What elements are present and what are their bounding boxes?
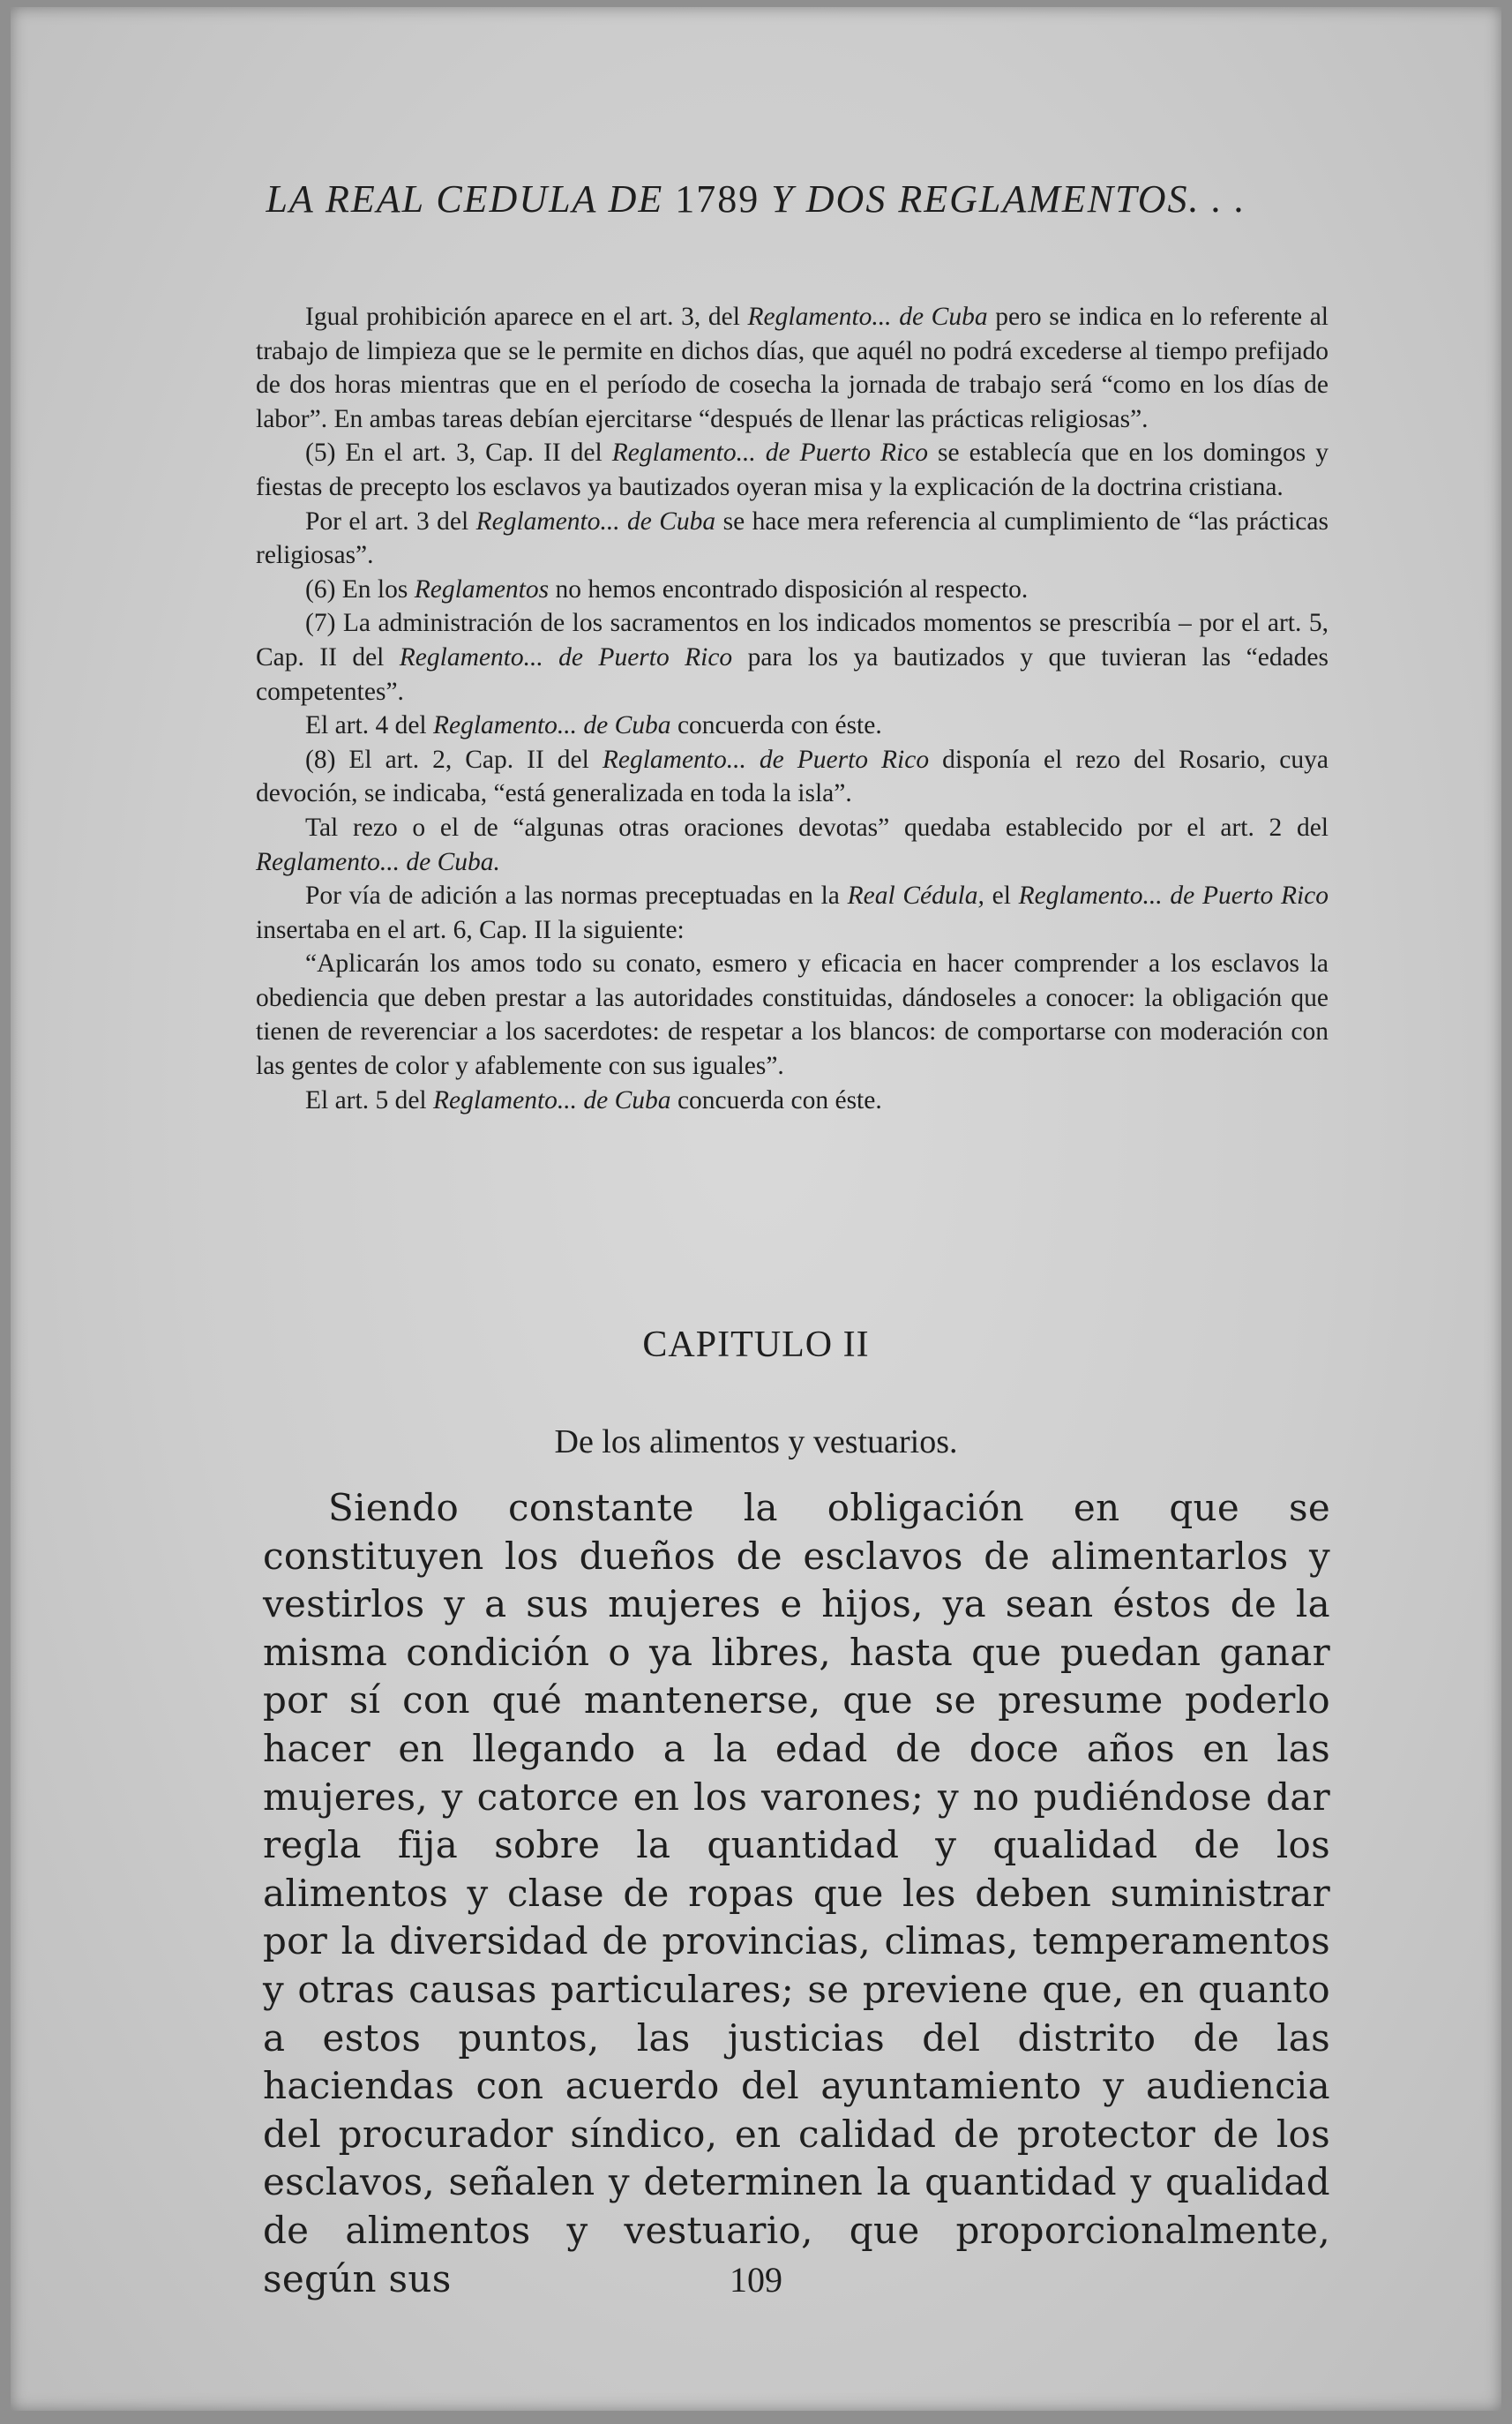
running-head-text: LA REAL CEDULA DE [266, 177, 664, 221]
note-text: Por vía de adición a las normas preceptuadas en la [305, 882, 848, 911]
italic-title: Reglamento... de Cuba. [256, 847, 500, 876]
italic-title: Reglamento... de Cuba [475, 507, 716, 536]
note-paragraph [256, 879, 1329, 947]
note-text: concuerda con éste. [670, 1085, 882, 1114]
note-text: se hace mera referencia al cumplimiento de “las prácticas religiosas”. [256, 507, 1329, 570]
note-paragraph [256, 436, 1329, 504]
italic-title: Reglamento... de Puerto Rico [1018, 882, 1329, 911]
italic-title: Reglamento... de Cuba [433, 711, 671, 740]
note-text: para los ya bautizados y que tuvieran las “edades competentes”. [256, 642, 1329, 706]
note-paragraph [256, 1084, 1329, 1118]
note-text: (5) En el art. 3, Cap. II del [305, 439, 612, 468]
note-paragraph [256, 505, 1329, 573]
note-text: (7) La administración de los sacramentos en los indicados momentos se prescribía – por el art. 5, Cap. II del [256, 609, 1329, 672]
footnotes-section [256, 300, 1329, 1117]
body-text [263, 1484, 1330, 2303]
book-page [11, 7, 1501, 2411]
note-text: El art. 5 del [305, 1085, 433, 1114]
body-paragraph: Siendo constante la obligación en que se constituyen los dueños de esclavos de alimentarlos y vestirlos y a sus mujeres e hijos, ya sean éstos de la misma condición o ya libres, hasta que puedan ganar por sí con qué mantenerse, que se presume poderlo hacer en llegando a la edad de doce años en las mujeres, y catorce en los varones; y no pudiéndose dar regla fija sobre la quantidad y qualidad de los alimentos y clase de ropas que les deben suministrar por la diversidad de provincias, climas, temperamentos y otras causas particulares; se previene que, en quanto a estos puntos, las justicias del distrito de las haciendas con acuerdo del ayuntamiento y audiencia del procurador síndico, en calidad de protector de los esclavos, señalen y determinen la quantidad y qualidad de alimentos y vestuario, que proporcionalmente, según sus [263, 1486, 1330, 2300]
note-paragraph [256, 947, 1329, 1083]
note-text: concuerda con éste. [670, 711, 882, 740]
note-text: Tal rezo o el de “algunas otras oraciones devotas” quedaba establecido por el art. 2 del [305, 813, 1329, 842]
note-text: se establecía que en los domingos y fiestas de precepto los esclavos ya bautizados oyeran misa y la explicación de la doctrina cristiana. [256, 439, 1329, 501]
note-text: (6) En los [305, 574, 415, 604]
note-text: disponía el rezo del Rosario, cuya devoción, se indicaba, “está generalizada en toda la isla”. [256, 745, 1329, 808]
note-text: “Aplicarán los amos todo su conato, esmero y eficacia en hacer comprender a los esclavos la obediencia que deben prestar a las autoridades constituidas, dándoseles a conocer: la obligación que tienen de reverenciar a los sacerdotes: de respetar a los blancos: de comportarse con moderación con las gentes de color y afablemente con sus iguales”. [256, 949, 1329, 1081]
italic-title: Reglamento... de Cuba [747, 303, 988, 331]
running-head-rest: Y DOS REGLAMENTOS. . . [771, 177, 1246, 221]
note-paragraph [256, 606, 1329, 709]
italic-title: Real Cédula, [847, 882, 984, 911]
note-text: Por el art. 3 del [305, 507, 476, 536]
italic-title: Reglamento... de Cuba [433, 1085, 671, 1114]
page-number: 109 [730, 2260, 782, 2300]
note-paragraph [256, 300, 1329, 436]
note-text: insertaba en el art. 6, Cap. II la siguiente: [256, 915, 685, 944]
note-paragraph [256, 811, 1329, 879]
chapter-title: CAPITULO II [642, 1325, 870, 1365]
note-paragraph [256, 743, 1329, 811]
italic-title: Reglamento... de Puerto Rico [399, 642, 733, 672]
note-text: el [984, 882, 1019, 911]
note-text: no hemos encontrado disposición al respecto. [549, 574, 1029, 604]
note-text: Igual prohibición aparece en el art. 3, del [305, 303, 748, 331]
italic-title: Reglamento... de Puerto Rico [611, 439, 929, 468]
chapter-subtitle: De los alimentos y vestuarios. [554, 1423, 958, 1460]
italic-title: Reglamentos [414, 574, 550, 604]
note-paragraph [256, 573, 1329, 607]
running-head-year: 1789 [675, 177, 760, 221]
note-text: pero se indica en lo referente al trabajo de limpieza que se le permite en dichos días, que aquél no podrá excederse al tiempo prefijado de dos horas mientras que en el período de cosecha la jornada de trabajo será “como en los días de labor”. En ambas tareas debían ejercitarse “después de llenar las prácticas religiosas”. [256, 303, 1329, 433]
note-paragraph [256, 709, 1329, 743]
note-text: El art. 4 del [305, 711, 433, 740]
italic-title: Reglamento... de Puerto Rico [602, 745, 930, 774]
running-head [11, 176, 1501, 221]
note-text: (8) El art. 2, Cap. II del [305, 745, 603, 774]
